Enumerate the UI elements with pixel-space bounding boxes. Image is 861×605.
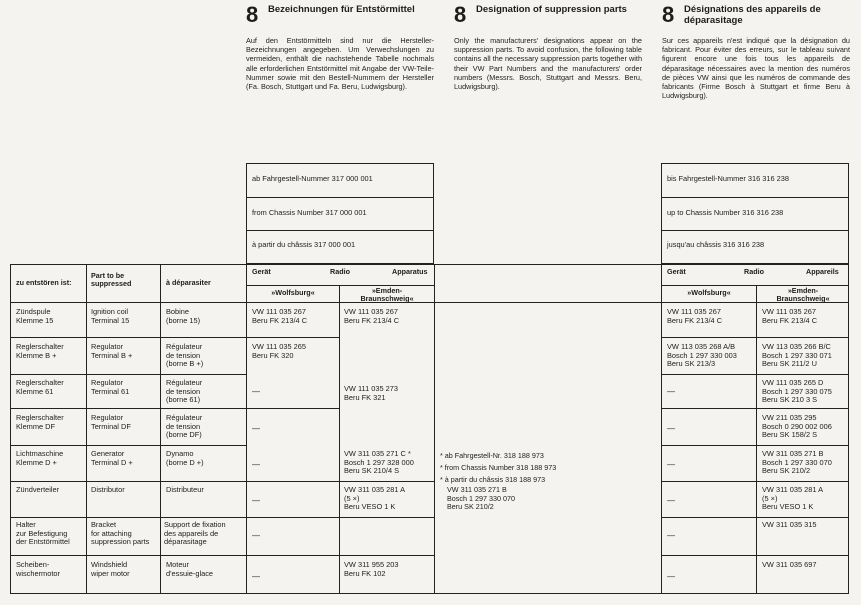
footnote-fr: * à partir du châssis 318 188 973 xyxy=(440,475,546,484)
row-wolfsburg: VW 111 035 265 Beru FK 320 xyxy=(252,342,306,360)
chassis-from-fr: à partir du châssis 317 000 001 xyxy=(252,240,356,249)
row-emden-right: VW 311 035 281 A (5 ×) Beru VESO 1 K xyxy=(762,485,824,512)
header-fr: à déparasiter xyxy=(166,278,211,287)
row-part-de: Lichtmaschine Klemme D + xyxy=(16,449,64,467)
row-emden-right: VW 311 035 697 xyxy=(762,560,817,569)
chassis-upto-de: bis Fahrgestell-Nummer 316 316 238 xyxy=(667,174,790,183)
row-part-fr: Distributeur xyxy=(166,485,204,494)
header-emden-right: »Emden- Braunschweig« xyxy=(776,286,830,304)
row-part-fr: Dynamo (borne D +) xyxy=(166,449,204,467)
section-de-text: Auf den Entstörmitteln sind nur die Hersteller-Bezeichnungen angegeben. Um Verwechslungen zu vermeiden, enthält die nachstehende Tabelle nochmals alle erforderlichen Entstörmittel mit Angabe der VW-Teile-Nummer sowie mit den Bestell-Nummern der Hersteller (Fa. Bosch, Stuttgart und Fa. Beru, Ludwigsburg). xyxy=(246,36,434,92)
row-wolfsburg: — xyxy=(252,387,260,396)
row-part-en: Bracket for attaching suppression parts xyxy=(91,520,150,547)
row-part-en: Distributor xyxy=(91,485,125,494)
header-geraet-right: Gerät xyxy=(667,267,686,276)
row-wolfsburg-right: VW 113 035 268 A/B Bosch 1 297 330 003 Beru SK 213/3 xyxy=(667,342,737,369)
section-title: Désignations des appareils de déparasitage xyxy=(684,4,821,26)
row-part-en: Regulator Terminal DF xyxy=(91,413,131,431)
row-wolfsburg: — xyxy=(252,496,260,505)
row-wolfsburg-right: — xyxy=(667,572,675,581)
header-geraet: Gerät xyxy=(252,267,271,276)
row-part-de: Reglerschalter Klemme B + xyxy=(16,342,64,360)
row-wolfsburg-right: VW 111 035 267 Beru FK 213/4 C xyxy=(667,307,723,325)
header-radio: Radio xyxy=(330,267,350,276)
row-wolfsburg: VW 111 035 267 Beru FK 213/4 C xyxy=(252,307,308,325)
row-wolfsburg-right: — xyxy=(667,387,675,396)
footnote-de: * ab Fahrgestell-Nr. 318 188 973 xyxy=(440,451,544,460)
row-emden: VW 111 035 267 Beru FK 213/4 C xyxy=(344,307,400,325)
row-wolfsburg-right: — xyxy=(667,460,675,469)
row-wolfsburg: — xyxy=(252,572,260,581)
row-wolfsburg-right: — xyxy=(667,424,675,433)
row-part-fr: Moteur d'essuie-glace xyxy=(166,560,214,578)
footnote-parts: VW 311 035 271 B Bosch 1 297 330 070 Beru SK 210/2 xyxy=(447,485,515,512)
row-wolfsburg: — xyxy=(252,460,260,469)
section-number: 8 xyxy=(454,2,467,27)
row-part-fr: Régulateur de tension (borne 61) xyxy=(166,378,203,405)
header-wolfsburg: »Wolfsburg« xyxy=(271,288,315,297)
row-part-en: Regulator Terminal 61 xyxy=(91,378,130,396)
row-part-fr: Régulateur de tension (borne DF) xyxy=(166,413,203,440)
header-emden: »Emden- Braunschweig« xyxy=(360,286,414,304)
row-wolfsburg: — xyxy=(252,424,260,433)
section-title: Designation of suppression parts xyxy=(476,4,627,15)
chassis-from-de: ab Fahrgestell-Nummer 317 000 001 xyxy=(252,174,373,183)
row-part-de: Halter zur Befestigung der Entstörmittel xyxy=(16,520,70,547)
row-emden-right: VW 111 035 267 Beru FK 213/4 C xyxy=(762,307,818,325)
header-en: Part to be suppressed xyxy=(91,271,132,289)
row-emden: VW 311 035 271 C * Bosch 1 297 328 000 Beru SK 210/4 S xyxy=(344,449,414,476)
row-part-de: Reglerschalter Klemme DF xyxy=(16,413,64,431)
section-number: 8 xyxy=(246,2,259,27)
row-wolfsburg-right: — xyxy=(667,496,675,505)
row-part-fr: Régulateur de tension (borne B +) xyxy=(166,342,204,369)
section-title: Bezeichnungen für Entstörmittel xyxy=(268,4,415,15)
row-emden-right: VW 113 035 266 B/C Bosch 1 297 330 071 Beru SK 211/2 U xyxy=(762,342,832,369)
row-emden: VW 311 955 203 Beru FK 102 xyxy=(344,560,399,578)
row-wolfsburg: — xyxy=(252,531,260,540)
section-number: 8 xyxy=(662,2,675,27)
header-de: zu entstören ist: xyxy=(16,278,72,287)
section-fr-text: Sur ces appareils n'est indiqué que la désignation du fabricant. Pour éviter des erreurs, sur le tableau suivant figurent encore une fois tous les appareils de déparasitage nécessaires avec la mention des numéros de pièces VW ainsi que les numéros de commande des fabricants (Firme Bosch à Stuttgart et firme Beru à Ludwigsburg). xyxy=(662,36,850,101)
row-part-fr: Bobine (borne 15) xyxy=(166,307,201,325)
header-appareils-right: Appareils xyxy=(806,267,839,276)
row-part-de: Reglerschalter Klemme 61 xyxy=(16,378,64,396)
chassis-upto-fr: jusqu'au châssis 316 316 238 xyxy=(667,240,765,249)
row-part-de: Scheiben- wischermotor xyxy=(16,560,60,578)
row-emden: VW 311 035 281 A (5 ×) Beru VESO 1 K xyxy=(344,485,406,512)
chassis-upto-en: up to Chassis Number 316 316 238 xyxy=(667,208,784,217)
row-wolfsburg-right: — xyxy=(667,531,675,540)
row-part-de: Zündverteiler xyxy=(16,485,60,494)
header-wolfsburg-right: »Wolfsburg« xyxy=(687,288,731,297)
row-part-en: Windshield wiper motor xyxy=(91,560,130,578)
chassis-from-en: from Chassis Number 317 000 001 xyxy=(252,208,367,217)
row-emden-right: VW 111 035 265 D Bosch 1 297 330 075 Beru SK 210 3 S xyxy=(762,378,832,405)
row-part-en: Ignition coil Terminal 15 xyxy=(91,307,130,325)
row-emden-right: VW 311 035 271 B Bosch 1 297 330 070 Beru SK 210/2 xyxy=(762,449,832,476)
row-part-de: Zündspule Klemme 15 xyxy=(16,307,54,325)
row-part-en: Regulator Terminal B + xyxy=(91,342,133,360)
section-en-text: Only the manufacturers' designations appear on the suppression parts. To avoid confusion, the following table contains all the necessary suppression parts together with their VW Part Numbers and the manufacturers' order numbers (Messrs. Bosch, Stuttgart and Messrs. Beru, Ludwigsburg). xyxy=(454,36,642,92)
row-part-fr: Support de fixation des appareils de déparasitage xyxy=(164,520,226,547)
row-emden-right: VW 211 035 295 Bosch 0 290 002 006 Beru SK 158/2 S xyxy=(762,413,832,440)
header-apparatus: Apparatus xyxy=(392,267,428,276)
row-emden: VW 111 035 273 Beru FK 321 xyxy=(344,384,398,402)
row-part-en: Generator Terminal D + xyxy=(91,449,133,467)
header-radio-right: Radio xyxy=(744,267,764,276)
row-emden-right: VW 311 035 315 xyxy=(762,520,817,529)
footnote-en: * from Chassis Number 318 188 973 xyxy=(440,463,557,472)
